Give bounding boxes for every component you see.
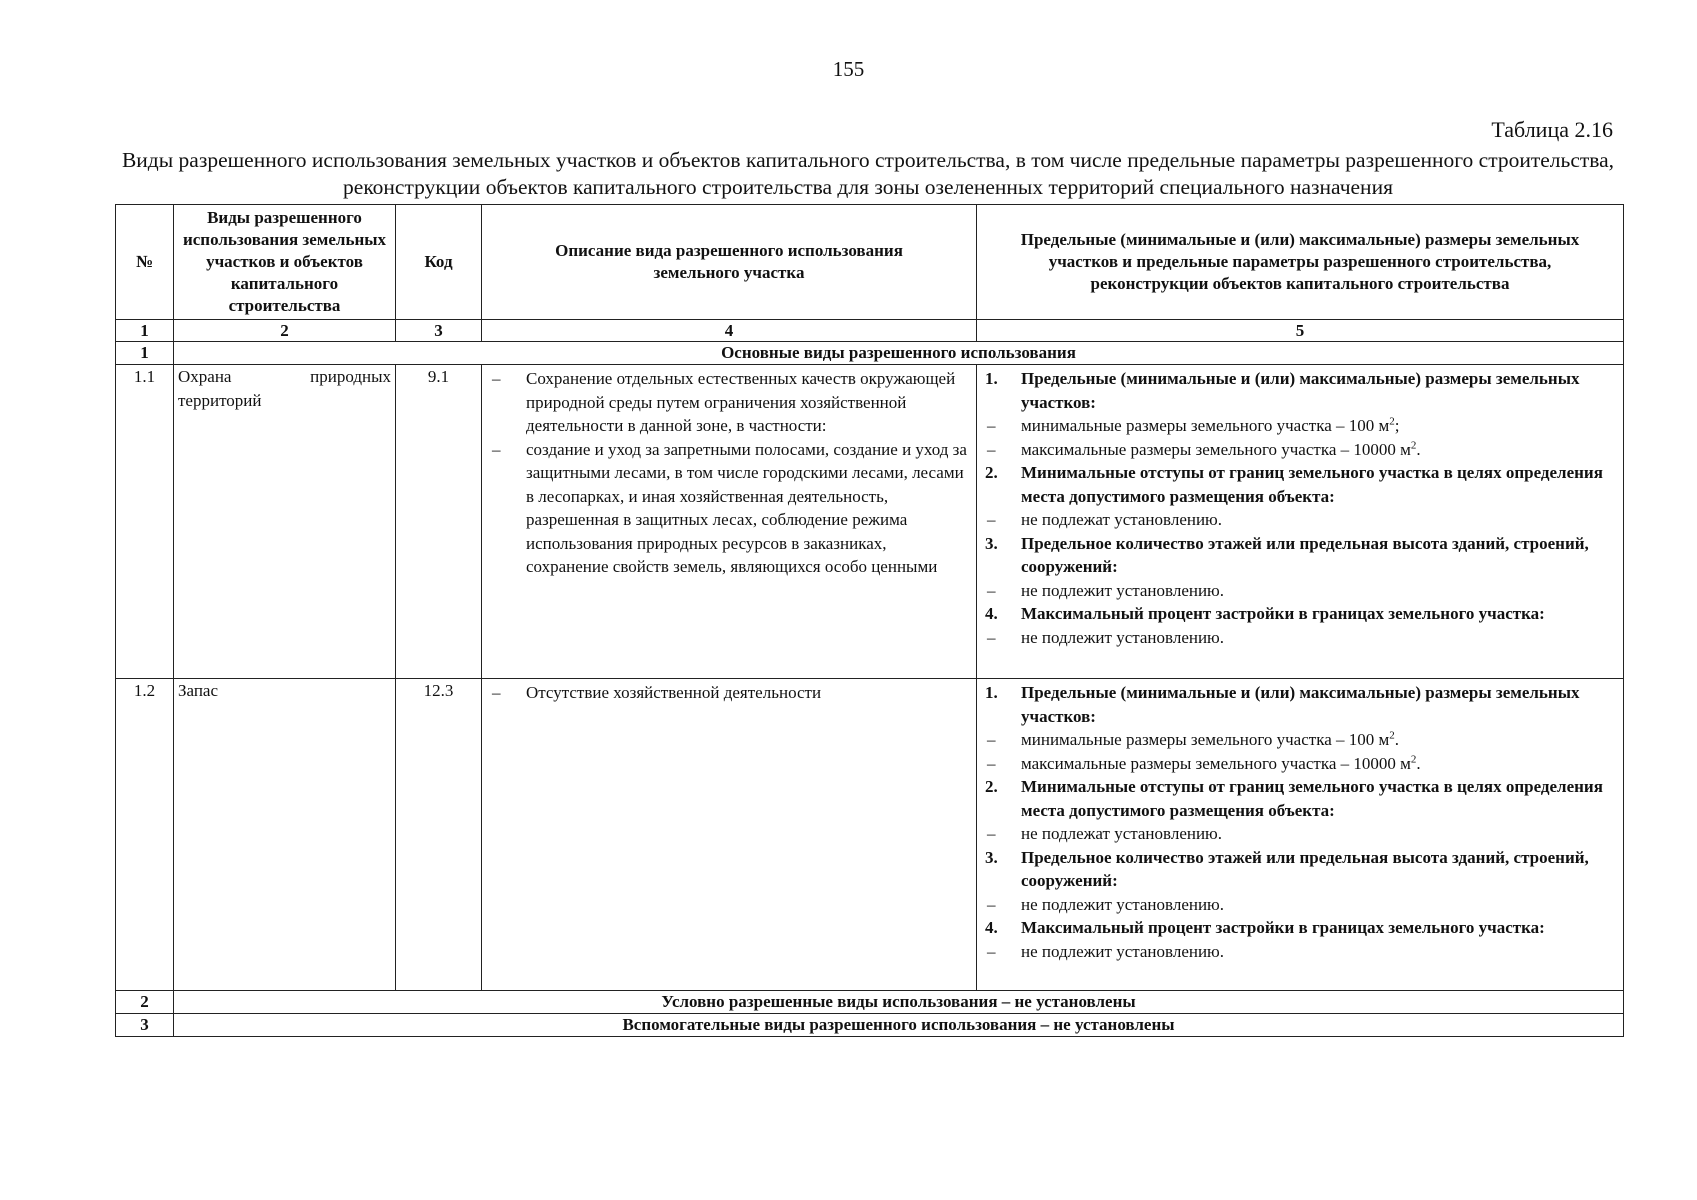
row-code: 12.3 (396, 679, 482, 991)
limit-detail: – максимальные размеры земельного участка – 10000 $м^2$. (987, 752, 1421, 773)
row-description (482, 679, 977, 991)
limit-detail: – не подлежит установлению. (987, 627, 1225, 647)
limit-heading: 3. Предельное количество этажей или предельная высота зданий, строений, сооружений: (985, 533, 1589, 576)
column-number: 4 (482, 320, 977, 342)
row-name: Охрана природных территорий (174, 365, 396, 679)
description-item: – создание и уход за запретными полосами, создание и уход за защитными лесами, в том числе городскими лесами, лесами в лесопарках, и иная хозяйственная деятельность, разрешенная в защитных лесах, соблюдение режима использования природных ресурсов в заказниках, сохранение свойств земель, являющихся особо ценными (492, 439, 967, 576)
limit-heading: 1. Предельные (минимальные и (или) максимальные) размеры земельных участков: (985, 369, 1580, 412)
row-no: 1.1 (116, 365, 174, 679)
column-number: 5 (977, 320, 1624, 342)
row-limits (977, 679, 1624, 991)
limit-heading: 4. Максимальный процент застройки в границах земельного участка: (985, 918, 1545, 937)
section-no: 2 (116, 991, 174, 1014)
column-number-row (116, 320, 1624, 342)
table-row (116, 365, 1624, 679)
header-row (116, 205, 1624, 320)
section-title: Условно разрешенные виды использования – не установлены (174, 991, 1624, 1014)
header-code: Код (396, 205, 482, 320)
limit-detail: – минимальные размеры земельного участка – 100 $м^2$. (987, 729, 1400, 749)
row-name: Запас (174, 679, 396, 991)
row-description (482, 365, 977, 679)
table-row (116, 679, 1624, 991)
section-no: 3 (116, 1014, 174, 1037)
limit-detail: – не подлежат установлению. (987, 824, 1223, 843)
limit-heading: 3. Предельное количество этажей или предельная высота зданий, строений, сооружений: (985, 847, 1589, 890)
limit-detail: – минимальные размеры земельного участка – 100 $м^2$; (987, 415, 1400, 435)
row-limits (977, 365, 1624, 679)
limit-heading: 2. Минимальные отступы от границ земельного участка в целях определения места допустимого размещения объекта: (985, 777, 1603, 820)
header-kind: Виды разрешенного использования земельных участков и объектов капитального строительства (174, 205, 396, 320)
description-item: – Сохранение отдельных естественных качеств окружающей природной среды путем ограничения хозяйственной деятельности в данной зоне, в частности: (492, 369, 956, 435)
column-number: 1 (116, 320, 174, 342)
section-row-main (116, 342, 1624, 365)
table-label: Таблица 2.16 (1491, 117, 1613, 142)
column-number: 2 (174, 320, 396, 342)
table-title: Виды разрешенного использования земельных участков и объектов капитального строительства, в том числе предельные параметры разрешенного строительства, реконструкции объектов капитального строительства для зоны озелененных территорий специального назначения (121, 148, 1615, 199)
limit-detail: – максимальные размеры земельного участка – 10000 $м^2$. (987, 438, 1421, 459)
header-limits: Предельные (минимальные и (или) максимальные) размеры земельных участков и предельные параметры разрешенного строительства, реконструкции объектов капитального строительства (977, 205, 1624, 320)
section-row-auxiliary (116, 1014, 1624, 1037)
land-use-table (115, 204, 1624, 1037)
page-number: 155 (832, 57, 865, 81)
limit-heading: 1. Предельные (минимальные и (или) максимальные) размеры земельных участков: (985, 683, 1580, 726)
column-number: 3 (396, 320, 482, 342)
section-title: Основные виды разрешенного использования (174, 342, 1624, 365)
section-title: Вспомогательные виды разрешенного использования – не установлены (174, 1014, 1624, 1037)
section-row-conditional (116, 991, 1624, 1014)
header-no: № (116, 205, 174, 320)
section-no: 1 (116, 342, 174, 365)
limit-heading: 2. Минимальные отступы от границ земельного участка в целях определения места допустимого размещения объекта: (985, 463, 1603, 506)
row-code: 9.1 (396, 365, 482, 679)
row-no: 1.2 (116, 679, 174, 991)
limit-detail: – не подлежит установлению. (987, 941, 1225, 961)
limit-detail: – не подлежит установлению. (987, 894, 1225, 914)
limit-detail: – не подлежат установлению. (987, 510, 1223, 529)
limit-heading: 4. Максимальный процент застройки в границах земельного участка: (985, 604, 1545, 623)
description-item: – Отсутствие хозяйственной деятельности (492, 683, 822, 702)
header-description: Описание вида разрешенного использования земельного участка (482, 205, 977, 320)
limit-detail: – не подлежит установлению. (987, 580, 1225, 600)
